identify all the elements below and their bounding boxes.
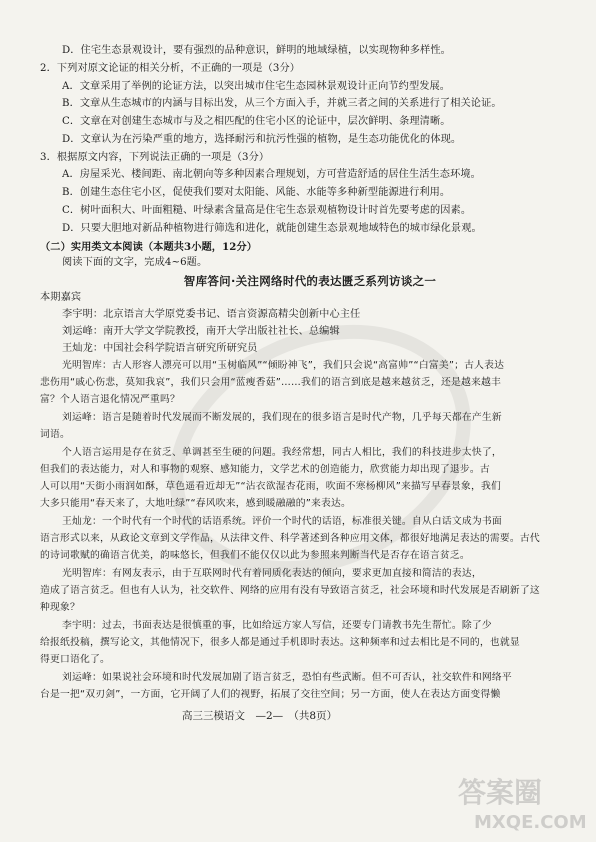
section-heading: （二）实用类文本阅读（本题共3小题，12分） [40, 241, 258, 253]
option-b-q3: B．创建生态住宅小区，促使我们要对太阳能、风能、水能等多种新型能源进行利用。 [62, 187, 451, 198]
paragraph-line: 给报纸投稿，撰写论文，其他情况下，很多人都是通过手机即时表达。这种频率和过去相比是不同的，也就显 [40, 637, 520, 648]
paragraph-line: 但我们的表达能力，对人和事物的观察、感知能力，文学艺术的创造能力，欣赏能力却出现了退步。古 [40, 464, 490, 475]
page-footer: 高三三模语文 —2— （共8页） [182, 710, 338, 722]
paragraph-line: 王灿龙：一个时代有一个时代的话语系统。评价一个时代的话语，标准很关键。自从白话文成为书面 [62, 516, 502, 527]
paragraph-line: 刘运峰：语言是随着时代发展而不断发展的，我们现在的很多语言是时代产物，几乎每天都在产生新 [62, 412, 502, 423]
question-3: 3．根据原文内容，下列说法正确的一项是（3分） [40, 152, 270, 163]
paragraph-line: 台是一把“双刃剑”，一方面，它开阔了人们的视野，拓展了交往空间；另一方面，使人在表达方面变得懒 [40, 689, 501, 700]
paragraph-line: 李宇明：过去，书面表达是很慎重的事，比如给远方家人写信，还要专门请教书先生帮忙。除了少 [62, 620, 492, 631]
logo-url: MXQE.COM [474, 812, 587, 833]
paragraph-line: 人可以用“天街小雨润如酥，草色遥看近却无”“沾衣欲湿杏花雨，吹面不寒杨柳风”来描写早春景象，我们 [40, 481, 501, 492]
guest-liu: 刘运峰：南开大学文学院教授，南开大学出版社社长、总编辑 [62, 326, 340, 337]
paragraph-line: 大多只能用“春天来了，大地吐绿”“春风吹来，感到暖融融的”来表达。 [40, 498, 352, 509]
guest-li: 李宇明：北京语言大学原党委书记、语言资源高精尖创新中心主任 [62, 309, 361, 320]
paragraph-line: 语言形式以来，从政论文章到文学作品，从法律文件、科学著述到各种应用文体，都很好地满足表达的需要。古代 [40, 533, 540, 544]
guests-label: 本期嘉宾 [40, 292, 82, 303]
question-2: 2．下列对原文论证的相关分析，不正确的一项是（3分） [40, 63, 301, 74]
paragraph-line: 悲伤用“戚心伤悲，莫知我哀”，我们只会用“蓝瘦香菇”……我们的语言到底是越来越贫乏，还是越来越丰 [40, 377, 501, 388]
option-c-q2: C．文章在对创建生态城市与及之相匹配的住宅小区的论证中，层次鲜明、条理清晰。 [62, 116, 451, 127]
paragraph-line: 富？个人语言退化情况严重吗？ [40, 394, 180, 405]
paragraph-line: 个人语言运用是存在贫乏、单调甚至生硬的问题。我经常想，同古人相比，我们的科技进步太快了， [62, 447, 502, 458]
paragraph-line: 种现象？ [40, 602, 80, 613]
paragraph-line: 的诗词歌赋的确语言优美，韵味悠长，但我们不能仅仅以此为参照来判断当代是否存在语言贫乏。 [40, 550, 470, 561]
option-d-q2: D．文章认为在污染严重的地方，选择耐污和抗污性强的植物，是生态功能优化的体现。 [62, 134, 462, 145]
option-a-q2: A．文章采用了举例的论证方法，以突出城市住宅生态园林景观设计正向节约型发展。 [62, 81, 451, 92]
option-d-q1: D．住宅生态景观设计，要有强烈的品种意识，鲜明的地域绿植，以实现物种多样性。 [62, 45, 451, 56]
paragraph-line: 词语。 [40, 429, 70, 440]
option-d-q3: D．只要大胆地对新品种植物进行筛选和进化，就能创建生态景观地域特色的城市绿化景观。 [62, 223, 482, 234]
section-instruction: 阅读下面的文字，完成4~6题。 [62, 257, 208, 268]
paragraph-line: 刘运峰：如果说社会环境和时代发展加剧了语言贫乏，恐怕有些武断。但不可否认，社交软件和网络平 [62, 672, 512, 683]
guest-wang: 王灿龙：中国社会科学院语言研究所研究员 [62, 343, 258, 354]
option-a-q3: A．房屋采光、楼间距、南北朝向等多种因素合理规划，方可营造舒适的居住生活生态环境。 [62, 169, 481, 180]
option-b-q2: B．文章从生态城市的内涵与目标出发，从三个方面入手，并就三者之间的关系进行了相关论证。 [62, 98, 502, 109]
answer-circle-logo [452, 766, 592, 838]
option-c-q3: C．树叶面积大、叶面粗糙、叶绿素含量高是住宅生态景观植物设计时首先要考虑的因素。 [62, 205, 472, 216]
logo-text: 答案圈 [458, 776, 543, 809]
paragraph-line: 得更口语化了。 [40, 654, 110, 665]
paragraph-line: 光明智库：有网友表示，由于互联网时代有着同质化表达的倾向，要求更加直接和简洁的表达， [62, 568, 482, 579]
article-title: 智库答问·关注网络时代的表达匮乏系列访谈之一 [183, 274, 437, 288]
paragraph-line: 光明智库：古人形容人漂亮可以用“玉树临风”“倾盼神飞”，我们只会说“高富帅”“白富美”；古人表达 [62, 360, 505, 371]
paragraph-line: 造成了语言贫乏。但也有人认为，社交软件、网络的应用有没有导致语言贫乏，社会环境和时代发展是否刷新了这 [40, 585, 540, 596]
